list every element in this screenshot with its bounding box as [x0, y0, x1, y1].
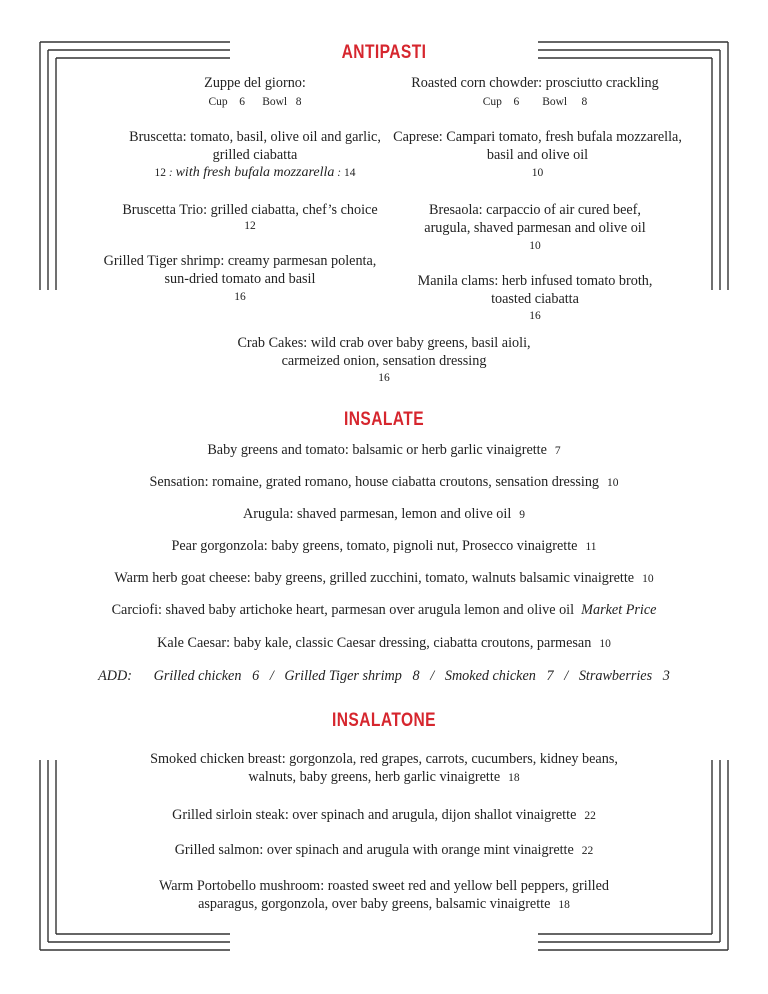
entree-salad-portobello: Warm Portobello mushroom: roasted sweet red and yellow bell peppers, grilled asparagus, gorgonzola, over baby greens, balsamic vinaigrette 18: [159, 878, 609, 912]
entree-salad-sirloin: Grilled sirloin steak: over spinach and arugula, dijon shallot vinaigrette 22: [172, 807, 596, 823]
add-ons-row: ADD: Grilled chicken 6 / Grilled Tiger shrimp 8 / Smoked chicken 7 / Strawberries 3: [98, 668, 670, 684]
item-price-trio: 12: [244, 220, 256, 232]
item-price-clams: 16: [529, 310, 541, 322]
salad-row: Carciofi: shaved baby artichoke heart, parmesan over arugula lemon and olive oil Market Price: [111, 602, 657, 618]
section-heading-insalatone: INSALATONE: [332, 710, 436, 731]
menu-item-bruscetta: Bruscetta: tomato, basil, olive oil and garlic, grilled ciabatta: [129, 129, 381, 163]
salad-row: Baby greens and tomato: balsamic or herb garlic vinaigrette 7: [207, 442, 561, 458]
item-price-caprese: 10: [531, 167, 544, 179]
menu-item-bresaola: Bresaola: carpaccio of air cured beef, arugula, shaved parmesan and olive oil: [424, 202, 646, 236]
menu-item-bruscetta-trio: Bruscetta Trio: grilled ciabatta, chef’s choice: [122, 202, 378, 218]
item-price-zuppe: Cup 6 Bowl 8: [208, 96, 302, 108]
item-name: Zuppe del giorno:: [204, 75, 306, 91]
salad-row: Pear gorgonzola: baby greens, tomato, pignoli nut, Prosecco vinaigrette 11: [171, 538, 597, 554]
menu-item-caprese: Caprese: Campari tomato, fresh bufala mozzarella, basil and olive oil: [393, 129, 682, 163]
salad-row: Warm herb goat cheese: baby greens, grilled zucchini, tomato, walnuts balsamic vinaigrette 10: [114, 570, 654, 586]
item-price-chowder: Cup 6 Bowl 8: [482, 96, 588, 108]
item-price-crab: 16: [378, 372, 390, 384]
salad-row: Sensation: romaine, grated romano, house ciabatta croutons, sensation dressing 10: [149, 474, 619, 490]
item-price-bresaola: 10: [529, 240, 541, 252]
entree-salad-salmon: Grilled salmon: over spinach and arugula with orange mint vinaigrette 22: [174, 842, 594, 858]
menu-item-zuppe: [115, 74, 395, 92]
salad-row: Kale Caesar: baby kale, classic Caesar dressing, ciabatta croutons, parmesan 10: [157, 635, 611, 651]
item-price-bruscetta: 12 : with fresh bufala mozzarella : 14: [154, 165, 356, 180]
section-heading-insalate: INSALATE: [343, 409, 425, 430]
menu-item-tiger-shrimp: Grilled Tiger shrimp: creamy parmesan polenta, sun-dried tomato and basil: [103, 253, 377, 287]
menu-item-manila-clams: Manila clams: herb infused tomato broth, toasted ciabatta: [417, 273, 653, 307]
entree-salad-smoked-chicken: Smoked chicken breast: gorgonzola, red grapes, carrots, cucumbers, kidney beans, walnuts, baby greens, herb garlic vinaigrette 18: [150, 751, 618, 785]
menu-item-chowder: Roasted corn chowder: prosciutto crackling: [411, 75, 659, 91]
salad-row: Arugula: shaved parmesan, lemon and olive oil 9: [242, 506, 526, 522]
item-price-shrimp: 16: [234, 291, 246, 303]
section-heading-antipasti: ANTIPASTI: [341, 42, 427, 63]
menu-item-crab-cakes: Crab Cakes: wild crab over baby greens, basil aioli, carmeized onion, sensation dressing: [237, 335, 531, 369]
